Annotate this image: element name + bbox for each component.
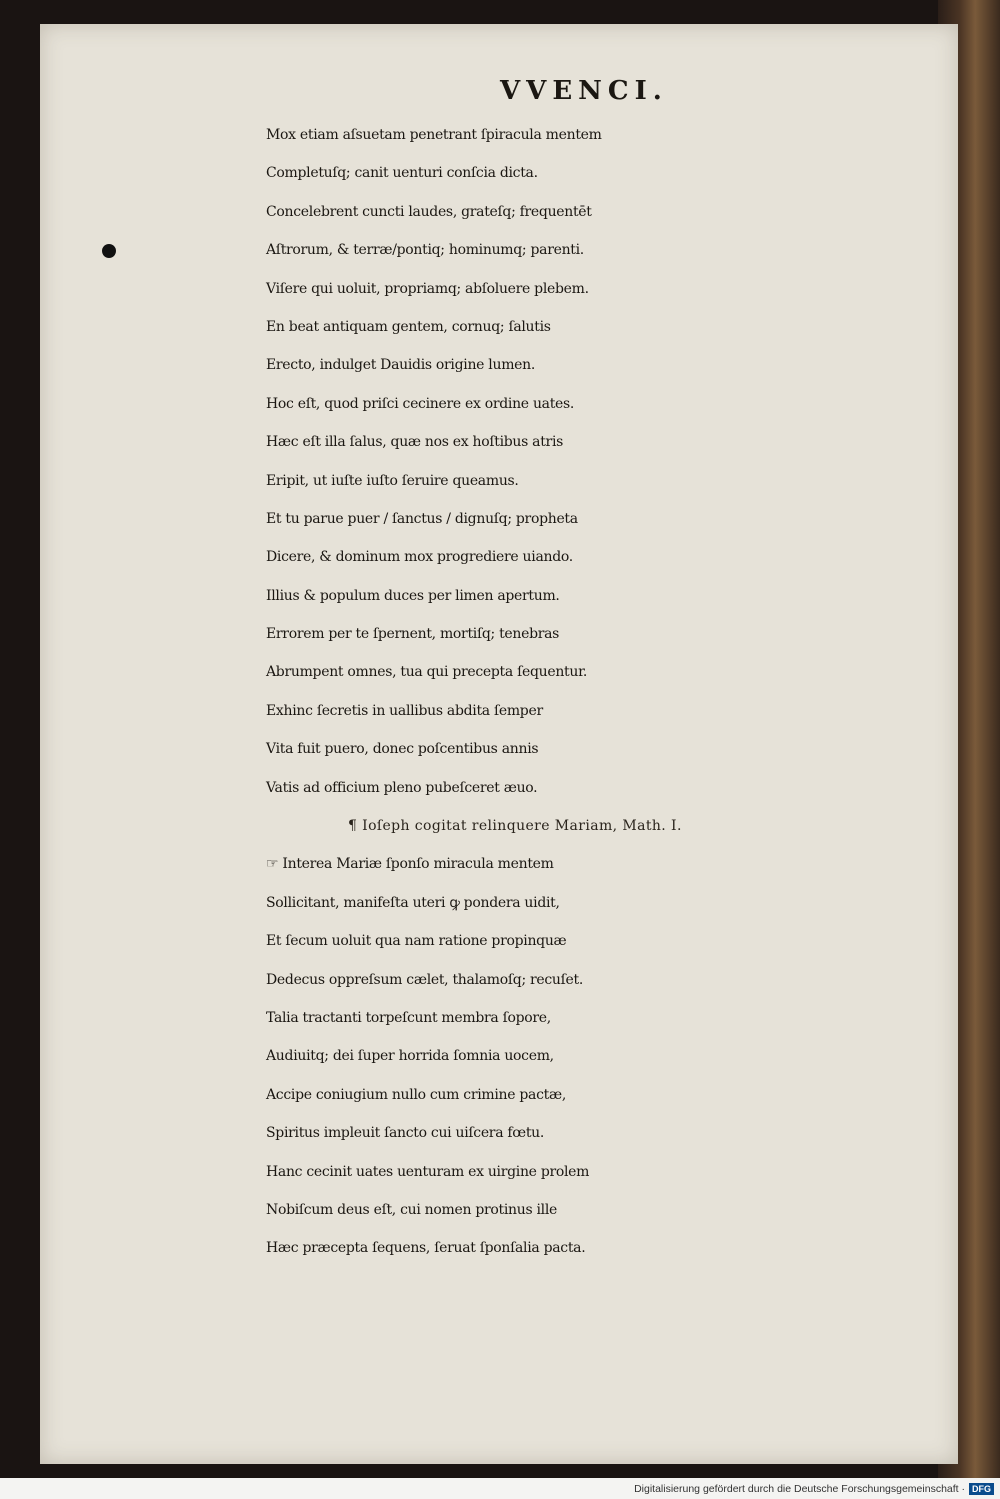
verse-line: Exhinc ſecretis in uallibus abdita ſemper xyxy=(266,702,543,719)
verse-line: Spiritus impleuit ſancto cui uiſcera fœtu. xyxy=(266,1125,545,1142)
verse-line: Errorem per te ſpernent, mortiſq; tenebras xyxy=(266,626,560,643)
verse-line: Nobiſcum deus eſt, cui nomen protinus ille xyxy=(266,1201,558,1218)
binding-hole-mark xyxy=(102,244,116,258)
dfg-logo[interactable]: DFG xyxy=(969,1483,994,1495)
verse-line: Hæc præcepta ſequens, ſeruat ſponſalia pacta. xyxy=(266,1240,586,1257)
verse-line: ☞ Interea Mariæ ſponſo miracula mentem xyxy=(266,856,554,873)
verse-line: Eripit, ut iuſte iuſto ſeruire queamus. xyxy=(266,472,519,489)
verse-line: Sollicitant, manifeſta uteri ꝙ pondera uidit, xyxy=(266,894,560,911)
verse-line: Erecto, indulget Dauidis origine lumen. xyxy=(266,357,536,374)
verse-line: Talia tractanti torpeſcunt membra ſopore, xyxy=(266,1009,551,1026)
digitization-footer xyxy=(0,1478,1000,1499)
verse-line: Et tu parue puer / ſanctus / dignuſq; propheta xyxy=(266,510,578,527)
verse-line: Completuſq; canit uenturi conſcia dicta. xyxy=(266,165,538,182)
verse-line: Abrumpent omnes, tua qui precepta ſequentur. xyxy=(266,664,588,681)
section-rubric: ¶ Ioſeph cogitat relinquere Mariam, Math. I. xyxy=(348,818,682,835)
verse-line: Dicere, & dominum mox progrediere uiando. xyxy=(266,549,573,566)
verse-line: En beat antiquam gentem, cornuq; ſalutis xyxy=(266,318,551,335)
verse-line: Illius & populum duces per limen apertum. xyxy=(266,587,560,604)
verse-line: Accipe coniugium nullo cum crimine pactæ, xyxy=(266,1086,566,1103)
verse-line: Vatis ad officium pleno pubeſceret æuo. xyxy=(266,779,538,796)
verse-line: Dedecus oppreſsum cælet, thalamoſq; recuſet. xyxy=(266,971,583,988)
funding-credit: Digitalisierung gefördert durch die Deutsche Forschungsgemeinschaft · xyxy=(634,1482,965,1495)
verse-line: Concelebrent cuncti laudes, grateſq; frequentēt xyxy=(266,203,592,220)
verse-line: Hoc eſt, quod priſci cecinere ex ordine uates. xyxy=(266,395,575,412)
verse-line: Viſere qui uoluit, propriamq; abſoluere plebem. xyxy=(266,280,589,297)
verse-line: Vita fuit puero, donec poſcentibus annis xyxy=(266,741,539,758)
running-header: VVENCI. xyxy=(500,76,668,106)
verse-line: Hanc cecinit uates uenturam ex uirgine prolem xyxy=(266,1163,590,1180)
verse-line: Mox etiam aſsuetam penetrant ſpiracula mentem xyxy=(266,127,602,143)
verse-line: Audiuitq; dei ſuper horrida ſomnia uocem, xyxy=(266,1048,554,1065)
verse-line: Et ſecum uoluit qua nam ratione propinquæ xyxy=(266,933,567,950)
verse-line: Hæc eſt illa ſalus, quæ nos ex hoſtibus atris xyxy=(266,434,564,451)
verse-text-block xyxy=(266,116,966,1268)
verse-line: Aſtrorum, & terræ/pontiq; hominumq; parenti. xyxy=(266,242,584,259)
